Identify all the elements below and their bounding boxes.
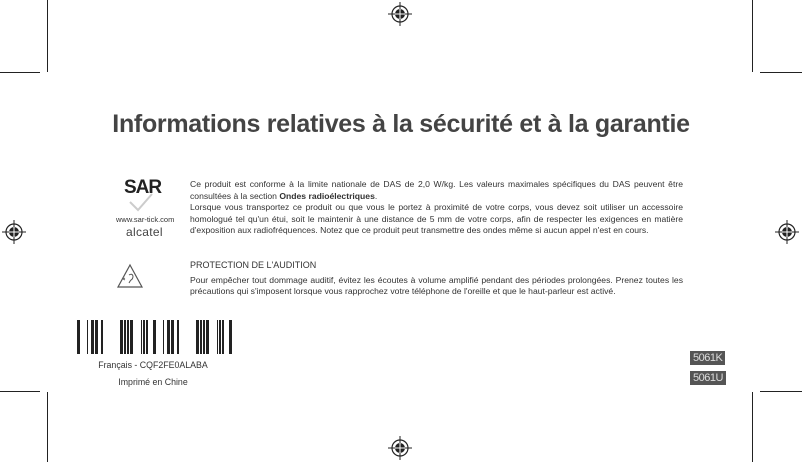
crop-mark bbox=[760, 391, 802, 392]
checkmark-icon bbox=[128, 192, 154, 212]
barcode-bar bbox=[163, 320, 164, 354]
barcode-bar bbox=[127, 320, 129, 354]
barcode-bar bbox=[229, 320, 232, 354]
crop-mark bbox=[752, 0, 753, 72]
page-title: Informations relatives à la sécurité et à la garantie bbox=[112, 110, 690, 138]
barcode-bar bbox=[95, 320, 98, 354]
barcode-bar bbox=[203, 320, 205, 354]
registration-mark-icon bbox=[388, 436, 412, 460]
barcode-bar bbox=[153, 320, 156, 354]
barcode-bar bbox=[130, 320, 133, 354]
barcode bbox=[73, 320, 233, 354]
barcode-bar bbox=[219, 320, 221, 354]
registration-mark-icon bbox=[2, 220, 26, 244]
barcode-bar bbox=[196, 320, 199, 354]
barcode-bar bbox=[200, 320, 202, 354]
barcode-bar bbox=[120, 320, 123, 354]
barcode-bar bbox=[167, 320, 170, 354]
model-badge: 5061U bbox=[690, 371, 726, 385]
hearing-text: Pour empêcher tout dommage auditif, évitez les écoutes à volume amplifié pendant des périodes prolongées. Prenez toutes les précautions qui s'imposent lorsque vous rapprochez votre téléphone de l'oreille et que le haut-parleur est activé. bbox=[190, 274, 683, 297]
registration-mark-icon bbox=[775, 220, 799, 244]
barcode-bar bbox=[143, 320, 145, 354]
sar-logo bbox=[124, 177, 162, 212]
crop-mark bbox=[0, 72, 40, 73]
sar-paragraph-2: Lorsque vous transportez ce produit ou que vous le portez à proximité de votre corps, vous devez soit utiliser un accessoire homologué tel qu'un étui, soit le maintenir à une distance de 5 mm de votre corps, afin de respecter les exigences en matière d'exposition aux radiofréquences. Notez que ce produit peut transmettre des ondes même si aucun appel n'est en cours. bbox=[190, 202, 683, 236]
sar-url: www.sar-tick.com bbox=[116, 215, 175, 224]
barcode-bar bbox=[146, 320, 148, 354]
barcode-bar bbox=[141, 320, 142, 354]
barcode-bar bbox=[222, 320, 224, 354]
crop-mark bbox=[760, 72, 802, 73]
sar-logo-text: SAR bbox=[124, 177, 162, 198]
alcatel-logo: alcatel bbox=[126, 225, 163, 239]
text: . bbox=[374, 190, 378, 201]
crop-mark bbox=[0, 391, 40, 392]
model-badge: 5061K bbox=[690, 351, 725, 365]
hearing-warning-icon bbox=[116, 263, 144, 289]
barcode-bar bbox=[206, 320, 209, 354]
barcode-bar bbox=[177, 320, 179, 354]
registration-mark-icon bbox=[388, 2, 412, 26]
sar-paragraph-1 bbox=[190, 179, 683, 202]
barcode-bar bbox=[91, 320, 94, 354]
section-reference: Ondes radioélectriques bbox=[279, 190, 375, 201]
hearing-heading: PROTECTION DE L'AUDITION bbox=[190, 260, 317, 270]
origin-label: Imprimé en Chine bbox=[118, 377, 188, 387]
crop-mark bbox=[752, 392, 753, 462]
barcode-bar bbox=[171, 320, 174, 354]
barcode-bar bbox=[124, 320, 126, 354]
text: Ce produit est conforme à la limite nationale de DAS de 2,0 W/kg. Les valeurs maximales spécifiques du DAS peuvent être consultées à la section bbox=[190, 179, 683, 201]
barcode-bar bbox=[87, 320, 88, 354]
hearing-section bbox=[190, 260, 683, 298]
barcode-bar bbox=[217, 320, 218, 354]
barcode-bar bbox=[101, 320, 103, 354]
barcode-label: Français - CQF2FE0ALABA bbox=[98, 360, 208, 370]
crop-mark bbox=[47, 0, 48, 72]
barcode-bar bbox=[77, 320, 80, 354]
sar-text bbox=[190, 179, 683, 237]
crop-mark bbox=[47, 392, 48, 462]
